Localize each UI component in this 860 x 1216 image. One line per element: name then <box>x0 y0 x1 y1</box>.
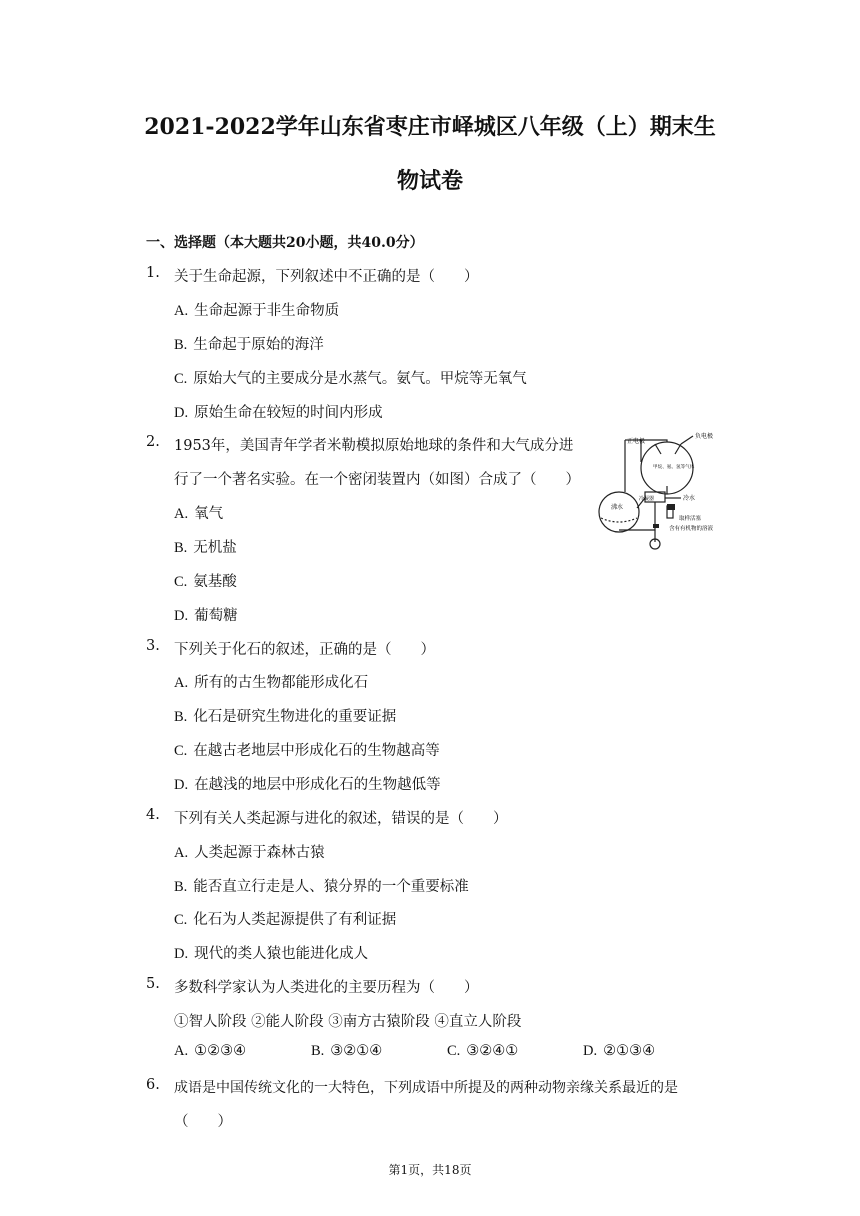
page-title <box>120 100 740 208</box>
question-6-stem-line-1: 成语是中国传统文化的一大特色，下列成语中所提及的两种动物亲缘关系最近的是 <box>174 1080 678 1096</box>
question-3-number: 3. <box>146 638 160 654</box>
question-2-option-b <box>174 536 237 557</box>
option-text: 现代的类人猿也能进化成人 <box>194 946 369 962</box>
title-line-1: 2021-2022学年山东省枣庄市峄城区八年级（上）期末生 <box>144 114 716 140</box>
option-letter: A. <box>174 303 189 319</box>
question-4-option-c <box>174 908 396 929</box>
option-text: 所有的古生物都能形成化石 <box>194 675 369 691</box>
question-2-number: 2. <box>146 434 160 450</box>
option-letter: B. <box>174 540 188 556</box>
option-text: 原始大气的主要成分是水蒸气。氨气。甲烷等无氧气 <box>193 371 527 387</box>
option-letter: B. <box>174 337 188 353</box>
question-4-option-b <box>174 875 469 896</box>
question-3-option-a <box>174 671 368 692</box>
sampling-valve-label: 取样活塞 <box>679 516 702 522</box>
miller-experiment-figure <box>595 430 735 555</box>
option-letter: B. <box>311 1043 325 1059</box>
question-5-option-d <box>583 1043 655 1060</box>
question-4-stem: 下列有关人类起源与进化的叙述，错误的是（ ） <box>174 811 508 827</box>
question-5-number: 5. <box>146 976 160 992</box>
question-4-option-a <box>174 841 325 862</box>
question-1-option-d <box>174 401 383 422</box>
option-text: 氧气 <box>194 506 224 522</box>
option-text: 生命起源于非生命物质 <box>194 303 340 319</box>
option-text: ②①③④ <box>603 1043 656 1059</box>
title-line-2: 物试卷 <box>396 168 463 194</box>
option-letter: D. <box>174 946 189 962</box>
page-footer: 第1页，共18页 <box>388 1163 472 1177</box>
option-letter: A. <box>174 1043 189 1059</box>
option-letter: D. <box>174 608 189 624</box>
option-text: 化石为人类起源提供了有利证据 <box>193 912 397 928</box>
option-letter: D. <box>583 1043 598 1059</box>
option-text: 无机盐 <box>193 540 237 556</box>
question-2-option-d <box>174 604 238 625</box>
cold-water-label: 冷水 <box>683 495 696 502</box>
option-letter: C. <box>174 371 188 387</box>
question-5-option-b <box>311 1043 382 1060</box>
option-letter: C. <box>447 1043 461 1059</box>
section-heading: 一、选择题（本大题共20小题，共40.0分） <box>146 235 424 251</box>
option-text: ①②③④ <box>194 1043 247 1059</box>
positive-electrode-label: 正电极 <box>627 438 646 445</box>
question-2-option-a <box>174 502 223 523</box>
option-text: 原始生命在较短的时间内形成 <box>194 405 383 421</box>
option-letter: C. <box>174 743 188 759</box>
boiling-water-label: 沸水 <box>611 504 624 511</box>
negative-electrode-label: 负电极 <box>695 433 714 440</box>
option-text: 生命起于原始的海洋 <box>193 337 324 353</box>
question-5-option-c <box>447 1043 518 1060</box>
option-text: 氨基酸 <box>193 574 237 590</box>
question-1-option-c <box>174 367 527 388</box>
question-4-number: 4. <box>146 807 160 823</box>
question-2-option-c <box>174 570 237 591</box>
option-letter: C. <box>174 574 188 590</box>
option-text: 葡萄糖 <box>194 608 238 624</box>
option-text: 人类起源于森林古猿 <box>194 845 325 861</box>
question-6-stem-line-2: （ ） <box>174 1114 232 1130</box>
option-letter: B. <box>174 879 188 895</box>
question-2-stem-line-1: 1953年，美国青年学者米勒模拟原始地球的条件和大气成分进 <box>174 438 574 454</box>
option-letter: A. <box>174 506 189 522</box>
question-5-stages: ①智人阶段 ②能人阶段 ③南方古猿阶段 ④直立人阶段 <box>174 1014 522 1030</box>
question-3-option-d <box>174 773 441 794</box>
option-text: 在越古老地层中形成化石的生物越高等 <box>193 743 440 759</box>
gases-label: 甲烷、氨、氢等气体 <box>653 465 695 470</box>
option-text: 在越浅的地层中形成化石的生物越低等 <box>194 777 441 793</box>
option-text: 能否直立行走是人、猿分界的一个重要标准 <box>193 879 469 895</box>
question-1-number: 1. <box>146 265 160 281</box>
option-letter: D. <box>174 777 189 793</box>
question-1-option-a <box>174 299 339 320</box>
option-letter: C. <box>174 912 188 928</box>
question-1-option-b <box>174 333 324 354</box>
option-letter: B. <box>174 709 188 725</box>
condenser-label: 冷凝器 <box>639 496 655 502</box>
question-1-stem: 关于生命起源，下列叙述中不正确的是（ ） <box>174 269 479 285</box>
option-letter: D. <box>174 405 189 421</box>
miller-apparatus-diagram <box>595 430 735 555</box>
option-letter: A. <box>174 845 189 861</box>
question-3-stem: 下列关于化石的叙述，正确的是（ ） <box>174 642 435 658</box>
option-letter: A. <box>174 675 189 691</box>
option-text: ③②①④ <box>330 1043 383 1059</box>
question-5-option-a <box>174 1043 246 1060</box>
option-text: ③②④① <box>466 1043 519 1059</box>
question-3-option-b <box>174 705 396 726</box>
question-6-number: 6. <box>146 1077 160 1093</box>
option-text: 化石是研究生物进化的重要证据 <box>193 709 397 725</box>
solution-label: 含有有机物的溶液 <box>669 526 714 532</box>
question-5-stem: 多数科学家认为人类进化的主要历程为（ ） <box>174 980 479 996</box>
question-2-stem-line-2: 行了一个著名实验。在一个密闭装置内（如图）合成了（ ） <box>174 472 580 488</box>
question-4-option-d <box>174 942 368 963</box>
question-3-option-c <box>174 739 440 760</box>
